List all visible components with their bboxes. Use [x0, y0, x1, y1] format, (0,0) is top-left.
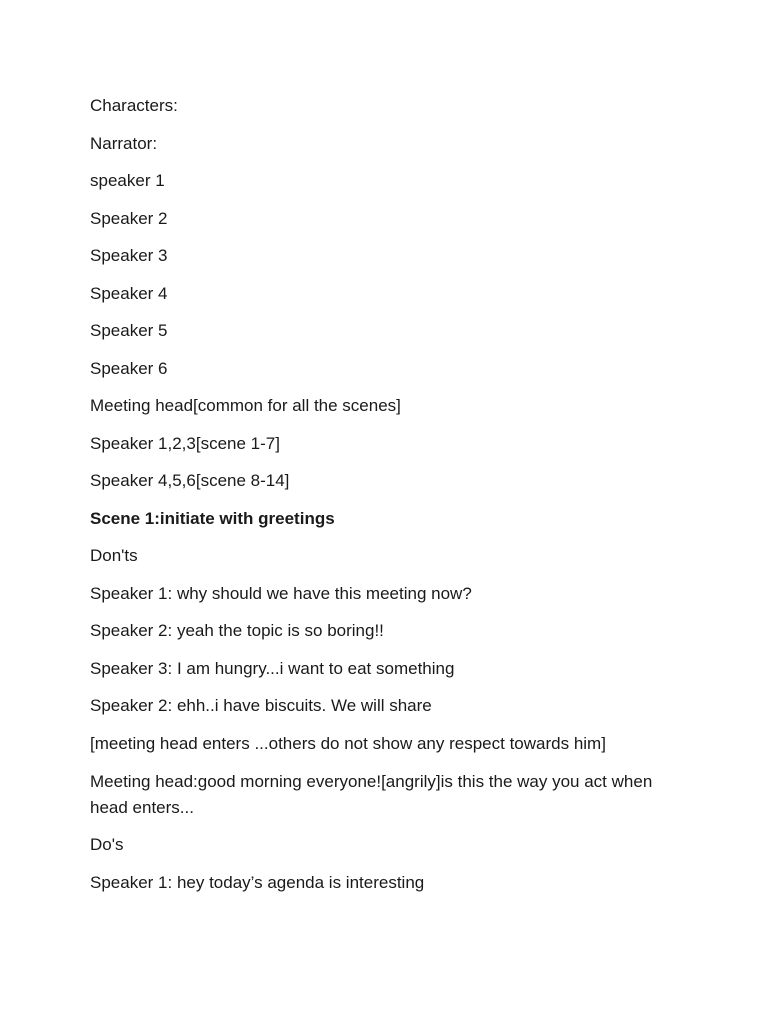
character-meeting-head: Meeting head[common for all the scenes] — [90, 396, 401, 415]
scene-heading: Scene 1:initiate with greetings — [90, 508, 335, 528]
stage-direction: [meeting head enters ...others do not show any respect towards him] — [90, 733, 606, 753]
character-speaker-4: Speaker 4 — [90, 283, 168, 303]
character-speaker-3: Speaker 3 — [90, 246, 168, 265]
speaker-group-2: Speaker 4,5,6[scene 8-14] — [90, 471, 290, 490]
dialogue-line: Speaker 1: hey today’s agenda is interesting — [90, 872, 425, 892]
characters-heading: Characters: — [90, 96, 178, 115]
character-speaker-2: Speaker 2 — [90, 208, 168, 228]
dialogue-line: Speaker 3: I am hungry...i want to eat something — [90, 658, 455, 678]
document-body — [90, 94, 690, 908]
dialogue-paragraph: Meeting head:good morning everyone![angrily]is this the way you act when head enters... — [90, 772, 653, 817]
dialogue-line: Speaker 1: why should we have this meeting now? — [90, 583, 472, 603]
speaker-group-1: Speaker 1,2,3[scene 1-7] — [90, 433, 280, 453]
character-speaker-1: speaker 1 — [90, 171, 165, 190]
character-speaker-6: Speaker 6 — [90, 358, 168, 378]
dialogue-line: Speaker 2: ehh..i have biscuits. We will share — [90, 696, 432, 715]
donts-label: Don'ts — [90, 546, 138, 565]
character-narrator: Narrator: — [90, 133, 158, 153]
character-speaker-5: Speaker 5 — [90, 321, 168, 340]
dialogue-line: Speaker 2: yeah the topic is so boring!! — [90, 621, 384, 640]
dos-label: Do's — [90, 835, 124, 854]
